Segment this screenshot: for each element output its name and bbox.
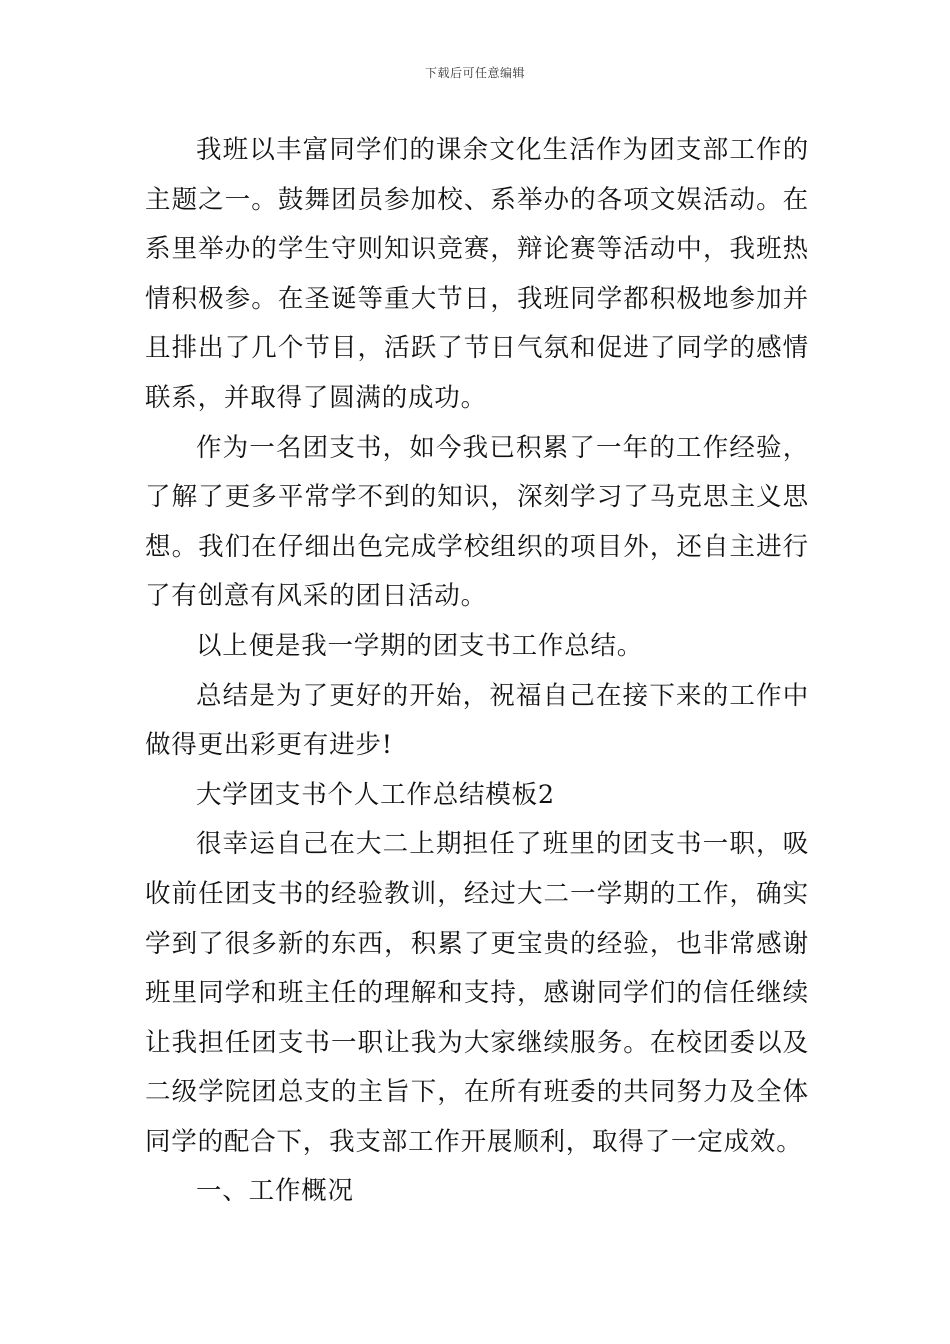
paragraph-template-2-intro: 很幸运自己在大二上期担任了班里的团支书一职，吸收前任团支书的经验教训，经过大二一学期的工作，确实学到了很多新的东西，积累了更宝贵的经验，也非常感谢班里同学和班主任的理解和支持，感谢同学们的信任继续让我担任团支书一职让我为大家继续服务。在校团委以及二级学院团总支的主旨下，在所有班委的共同努力及全体同学的配合下，我支部工作开展顺利，取得了一定成效。 — [145, 829, 809, 1157]
page-header-note: 下载后可任意编辑 — [424, 66, 525, 80]
paragraph-experience: 作为一名团支书，如今我已积累了一年的工作经验，了解了更多平常学不到的知识，深刻学习了马克思主义思想。我们在仔细出色完成学校组织的项目外，还自主进行了有创意有风采的团日活动。 — [145, 432, 809, 612]
paragraph-cultural-activities: 我班以丰富同学们的课余文化生活作为团支部工作的主题之一。鼓舞团员参加校、系举办的各项文娱活动。在系里举办的学生守则知识竞赛，辩论赛等活动中，我班热情积极参。在圣诞等重大节日，我班同学都积极地参加并且排出了几个节目，活跃了节日气氛和促进了同学的感情联系，并取得了圆满的成功。 — [145, 135, 809, 413]
paragraph-closing-wish: 总结是为了更好的开始，祝福自己在接下来的工作中做得更出彩更有进步! — [145, 680, 809, 761]
section-heading-work-overview: 一、工作概况 — [196, 1176, 354, 1207]
section-title-template-2: 大学团支书个人工作总结模板2 — [196, 779, 555, 810]
paragraph-summary-statement: 以上便是我一学期的团支书工作总结。 — [196, 630, 644, 661]
document-body — [145, 126, 809, 1217]
